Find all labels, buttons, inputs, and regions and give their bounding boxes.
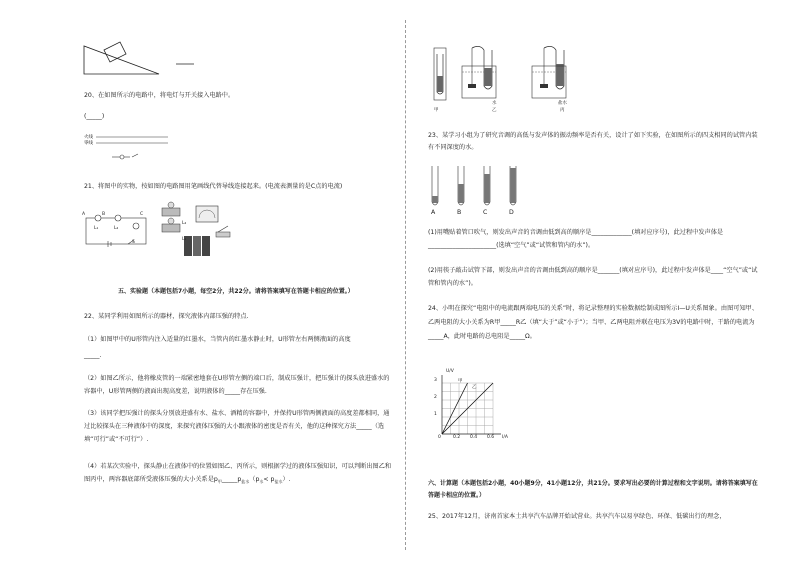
q23-part1: (1)用嘴贴着管口吹气，则发出声音的音调由低到高的顺序是_____________(填对应序号)，此过程中发声体是______________________(选填“空气”或“试管和管内的水”)。	[428, 229, 724, 249]
q20-circuit-figure	[96, 134, 176, 164]
fig-label-jia: 甲	[434, 108, 439, 113]
series-label-yi: 乙	[472, 385, 477, 390]
graph-ylabel: U/V	[446, 369, 454, 374]
fig-label-saltwater: 盐水	[558, 101, 567, 106]
q21-components-figure	[158, 198, 250, 260]
q22-part1: （1）如图甲中的U形管内注入适量的红墨水，当管内的红墨水静止时，U形管左右两侧液面的高度	[84, 336, 351, 343]
fig-label-yi: 乙	[492, 108, 497, 113]
q21-label-l2: L₂	[114, 226, 119, 231]
section-6-heading: 六、计算题（本题包括2小题，40小题9分，41小题12分，共21分。要求写出必要的计算过程和文字说明。请将答案填写在答题卡相应的位置。）	[428, 480, 758, 499]
fig-label-bing: 丙	[560, 108, 565, 113]
q20-text: 20、在如图所示的电路中，将电灯与开关接入电路中。	[84, 92, 235, 99]
q21-label-b: B	[102, 212, 106, 217]
q22-part1-blank: _____.	[84, 352, 102, 359]
graph-xtick-0: 0	[438, 435, 441, 440]
q21-label-s: S	[132, 240, 135, 245]
q21-label-c: C	[140, 212, 144, 217]
incline-figure	[84, 36, 204, 78]
fire-line-label: 火线	[84, 135, 93, 140]
q25-text: 25、2017年12月，济南首家本土共享汽车品牌开始试营业。共享汽车以易享绿色、环保、低碳出行的理念，	[428, 513, 726, 520]
graph-ytick-3: 3	[434, 378, 437, 383]
q22-intro: 22、某同学利用如图所示的器材，探究液体内部压强的特点.	[84, 313, 249, 320]
graph-xtick-02: 0.2	[453, 435, 461, 440]
left-column	[78, 0, 393, 562]
q22-part2: （2）如图乙所示，他将橡皮管的一端紧密地套在U形管左侧的端口后，制成压强计，把压强计的探头放进盛水的容器中，U形管两侧的液面出现高度差，说明液体的_____存在压强.	[84, 375, 390, 395]
q21-label-l1: L₁	[94, 226, 99, 231]
q24-text: 24、小明在探究“电阻中的电流跟两端电压的关系”时，将记录整理的实验数据绘制成图所示I—U关系图象。由图可知甲、乙两电阻的大小关系为R甲_____R乙（填“大于”或“小于”）；当甲、乙两电阻并联在电压为3V的电路中时，干路的电流为_____A，此时电路的总电阻是_____Ω。	[428, 305, 759, 340]
neutral-line-label: 零线	[84, 141, 93, 146]
fig-label-water: 水	[492, 101, 497, 106]
q21-text: 21、将图中的实物，按如图的电路图用笔画线代替导线连接起来。(电流表测量的是C点的电流)	[84, 183, 343, 190]
graph-ytick-1: 1	[434, 412, 437, 417]
column-divider	[405, 20, 406, 550]
iu-graph	[430, 370, 502, 440]
graph-ytick-2: 2	[434, 395, 437, 400]
series-label-jia: 甲	[458, 379, 463, 384]
tube-label-d: D	[509, 209, 514, 216]
q23-part2: (2)用筷子敲击试管下部，则发出声音的音调由低到高的顺序是_______(填对应序号)，此过程中发声体是____“空气”或“试管和管内的水”)。	[428, 267, 758, 287]
q20-answer-paren: (_____)	[84, 113, 105, 120]
q21-label-a: A	[82, 212, 86, 217]
tube-label-a: A	[431, 209, 436, 216]
q22-part3: （3）该同学把压强计的探头分别放进盛有水、盐水、酒精的容器中，并保持U形管两侧液面的高度差都相同，通过比较探头在三种液体中的深度，来探究液体压强的大小跟液体的密度是否有关，他的这种探究方法_____（选填“可行”或“不可行”）.	[84, 410, 390, 443]
q23-text: 23、某学习小组为了研究音调的高低与发声体的振动频率是否有关，设计了如下实验，在如图所示的四支相同的试管内装有不同深度的水。	[428, 132, 758, 151]
right-column	[420, 0, 765, 562]
test-tubes-figure	[430, 166, 530, 212]
graph-xlabel: I/A	[502, 435, 508, 440]
section-5-heading: 五、实验题（本题包括7小题，每空2分，共22分。请将答案填写在答题卡相应的位置。）	[118, 288, 354, 295]
q22-part4: （4）若某次实验中，探头静止在液体中的位置如图乙、丙所示，则根据学过的液体压强知识，可以判断出图乙和图丙中，两容器底部所受液体压强的大小关系是$p_甲\_\_\_\_\_p_{盐水}(p_水< p_{盐水})$.	[84, 463, 392, 485]
graph-xtick-04: 0.4	[470, 435, 478, 440]
q21-comp-label-l2: L₂	[182, 221, 187, 226]
tube-label-b: B	[457, 209, 462, 216]
q21-comp-label-l1: L₁	[182, 237, 187, 242]
graph-xtick-06: 0.6	[487, 435, 495, 440]
tube-label-c: C	[483, 209, 488, 216]
